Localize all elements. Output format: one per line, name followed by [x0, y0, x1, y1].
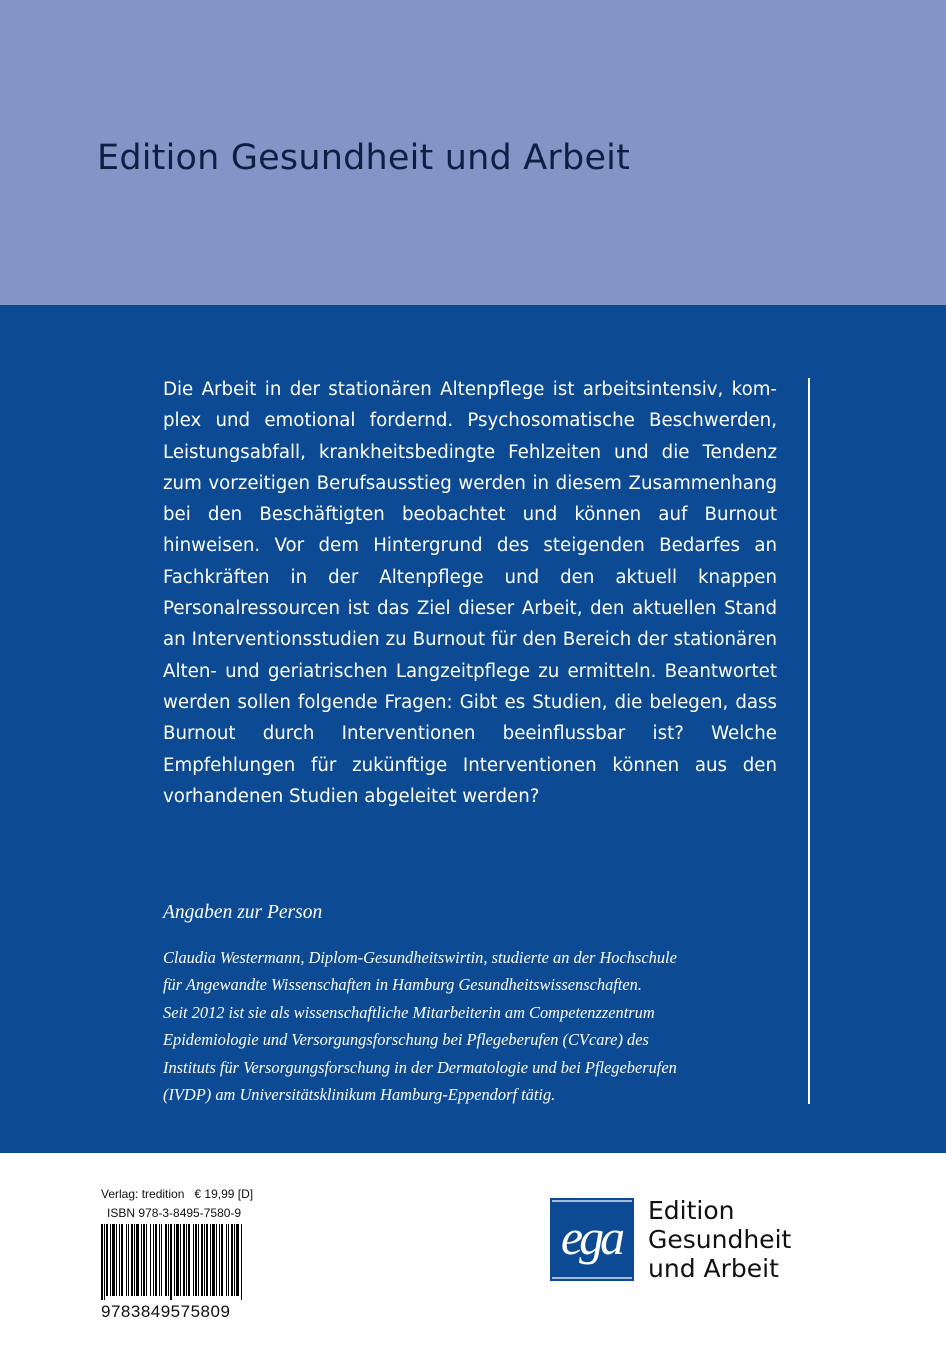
barcode-bar [155, 1224, 157, 1296]
barcode-bar [176, 1224, 179, 1296]
barcode-bar [241, 1224, 242, 1300]
barcode-bar [210, 1224, 211, 1296]
barcode-bar [146, 1224, 147, 1296]
barcode-bar [188, 1224, 190, 1296]
barcode-bar [165, 1224, 167, 1296]
blurb-text: Die Arbeit in der stationären Altenpflege ist arbeitsintensiv, komplex und emotional fordernd. Psychosomatische Beschwerden, Leistungsabfall, krankheitsbedingte Fehlzeiten und die Tendenz zum vorzeitigen Berufsausstieg werden in diesem Zusammenhang bei den Beschäftigten beobachtet und können auf Burnout hinweisen. Vor dem Hintergrund des steigenden Bedarfes an Fachkräften in der Altenpflege und den aktuell knappen Personalressourcen ist das Ziel dieser Arbeit, den aktuellen Stand an Interventionsstudien zu Burnout für den Bereich der stationären Alten- und geriatrischen Langzeitpflege zu ermitteln. Beantwortet werden sollen folgende Fragen: Gibt es Studien, die belegen, dass Burnout durch Interventionen beeinflussbar ist? Welche Empfehlungen für zukünftige Interventionen können aus den vorhandenen Studien abgeleitet werden? [163, 379, 777, 807]
barcode-bar [110, 1224, 111, 1296]
logo-wordmark [648, 1196, 791, 1283]
logo-line: und Arbeit [648, 1254, 779, 1283]
barcode-bar [150, 1224, 151, 1296]
barcode-bar [136, 1224, 139, 1296]
bio-line: (IVDP) am Universitätsklinikum Hamburg-Eppendorf tätig. [163, 1085, 556, 1105]
bio-heading: Angaben zur Person [163, 902, 323, 923]
barcode-bar [174, 1224, 175, 1296]
barcode-bar [180, 1224, 181, 1296]
bio-line: Epidemiologie und Versorgungsforschung bei Pflegeberufen (CVcare) des [163, 1030, 649, 1050]
barcode-bar [159, 1224, 160, 1296]
vertical-divider [808, 378, 810, 1104]
barcode-bar [168, 1224, 169, 1296]
barcode-bar [121, 1224, 123, 1296]
barcode-bar [170, 1224, 172, 1300]
barcode-bar [216, 1224, 217, 1296]
barcode-bar [119, 1224, 120, 1296]
barcode-bar [143, 1224, 145, 1296]
logo-line: Edition [648, 1196, 735, 1225]
ega-logo-mark [550, 1198, 634, 1281]
barcode-bar [128, 1224, 129, 1296]
barcode-bar [195, 1224, 197, 1296]
barcode-bar [153, 1224, 154, 1296]
barcode-bar [183, 1224, 185, 1296]
barcode-bar [101, 1224, 103, 1300]
isbn-line: ISBN 978-3-8495-7580-9 [107, 1206, 242, 1220]
barcode-number: 9783849575809 [101, 1302, 231, 1321]
barcode-bar [234, 1224, 235, 1296]
bio-line: Claudia Westermann, Diplom-Gesundheitswirtin, studierte an der Hochschule [163, 948, 677, 967]
barcode-bar [219, 1224, 220, 1296]
barcode-bar [186, 1224, 187, 1296]
barcode-bar [131, 1224, 133, 1296]
barcode-bar [226, 1224, 227, 1296]
price-line: Verlag: tredition € 19,99 [D] [101, 1187, 254, 1201]
barcode-bar [206, 1224, 208, 1296]
barcode-bar [116, 1224, 117, 1296]
barcode-bar [106, 1224, 108, 1296]
barcode [101, 1224, 243, 1300]
bio-line: Instituts für Versorgungsforschung in der Dermatologie und bei Pflegeberufen [163, 1057, 677, 1077]
barcode-bar [126, 1224, 127, 1296]
barcode-bar [231, 1224, 233, 1296]
barcode-bar [204, 1224, 205, 1296]
barcode-bar [161, 1224, 162, 1296]
barcode-bar [212, 1224, 215, 1296]
barcode-bar [236, 1224, 239, 1296]
logo-line: Gesundheit [648, 1225, 792, 1254]
barcode-bar [228, 1224, 229, 1296]
barcode-bar [104, 1224, 105, 1300]
barcode-bar [112, 1224, 115, 1296]
barcode-bar [221, 1224, 223, 1296]
bio-text [163, 944, 803, 1108]
barcode-bar [134, 1224, 135, 1296]
barcode-bar [141, 1224, 142, 1296]
barcode-bar [201, 1224, 203, 1296]
logo-mark-text: ega [560, 1209, 622, 1265]
barcode-bar [198, 1224, 199, 1296]
barcode-bar [193, 1224, 194, 1296]
bio-line: für Angewandte Wissenschaften in Hamburg Gesundheitswissenschaften. [163, 975, 642, 995]
series-title: Edition Gesundheit und Arbeit [97, 138, 631, 178]
bio-line: Seit 2012 ist sie als wissenschaftliche Mitarbeiterin am Competenzzentrum [163, 1002, 655, 1022]
